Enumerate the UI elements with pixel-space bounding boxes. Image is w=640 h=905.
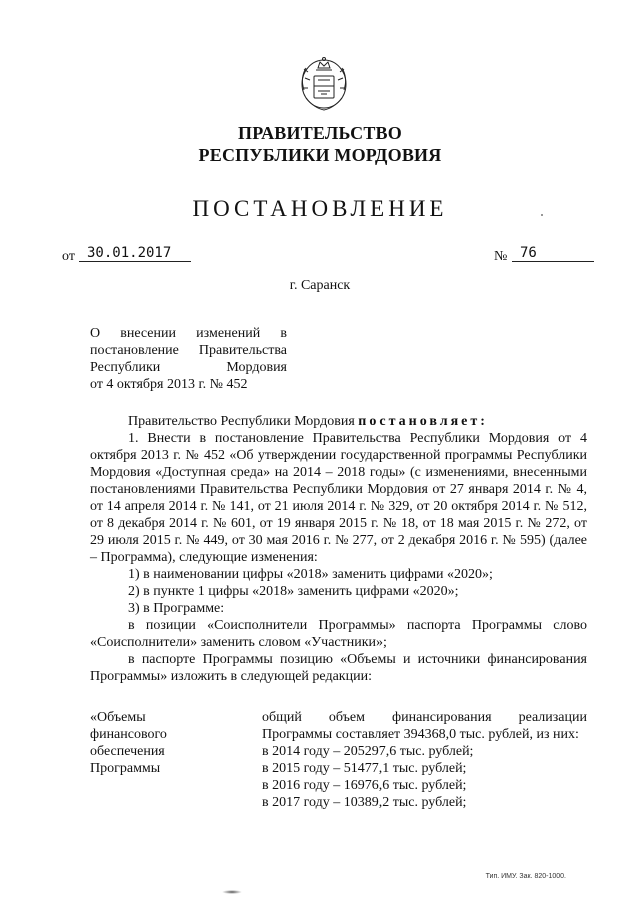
paragraph-1: 1. Внести в постановление Правительства Республики Мордовия от 4 октября 2013 г. № 452 «Об утверждении государственной программы Республики Мордовия «Доступная среда» на 2014 – 2018 годы» (с изменениями, внесенными постановлениями Правительства Республики Мордовия от 27 января 2014 г. № 4, от 14 апреля 2014 г. № 141, от 21 июля 2014 г. № 329, от 20 октября 2014 г. № 512, от 8 декабря 2014 г. № 601, от 19 января 2015 г. № 18, от 18 мая 2015 г. № 272, от 29 июля 2015 г. № 449, от 30 мая 2016 г. № 277, от 2 декабря 2016 г. № 595) (далее – Программа), следующие изменения: (90, 431, 587, 565)
scan-smudge (222, 890, 242, 894)
document-body (90, 413, 587, 685)
paragraph-3: в паспорте Программы позицию «Объемы и источники финансирования Программы» изложить в следующей редакции: (90, 652, 587, 684)
intro-text: Правительство Республики Мордовия (128, 414, 359, 429)
table-right-cell (262, 709, 587, 811)
print-info: Тип. ИМУ. Зак. 820-1000. (485, 873, 566, 880)
intro-paragraph (90, 413, 587, 430)
left-cell-line: обеспечения (90, 744, 165, 759)
document-type-title: ПОСТАНОВЛЕНИЕ (192, 196, 448, 221)
subject-line: постановление Правительства (90, 343, 287, 358)
government-name-line2: РЕСПУБЛИКИ МОРДОВИЯ (198, 145, 442, 165)
subject-line: от 4 октября 2013 г. № 452 (90, 377, 248, 392)
left-cell-line: «Объемы (90, 710, 146, 725)
document-date: 30.01.2017 (79, 245, 191, 262)
financing-year-2017: в 2017 году – 10389,2 тыс. рублей; (262, 795, 467, 810)
financing-year-2015: в 2015 году – 51477,1 тыс. рублей; (262, 761, 467, 776)
coat-of-arms-emblem (294, 50, 354, 114)
intro-emphasis: постановляет: (358, 414, 488, 429)
financing-year-2014: в 2014 году – 205297,6 тыс. рублей; (262, 744, 474, 759)
financing-total: общий объем финансирования реализации Программы составляет 394368,0 тыс. рублей, из них: (262, 710, 587, 742)
city: г. Саранск (289, 278, 351, 293)
left-cell-line: Программы (90, 761, 161, 776)
list-item-2: 2) в пункте 1 цифры «2018» заменить цифрами «2020»; (128, 584, 459, 599)
number-label: № (494, 249, 508, 264)
scan-speck (541, 214, 543, 216)
government-name-line1: ПРАВИТЕЛЬСТВО (238, 123, 402, 143)
financing-year-2016: в 2016 году – 16976,6 тыс. рублей; (262, 778, 467, 793)
left-cell-line: финансового (90, 727, 167, 742)
paragraph-2: в позиции «Соисполнители Программы» паспорта Программы слово «Соисполнители» заменить словом «Участники»; (90, 618, 587, 650)
subject-line: О внесении изменений в (90, 326, 287, 341)
subject-line: Республики Мордовия (90, 360, 287, 375)
table-left-cell (90, 709, 250, 777)
document-subject (90, 325, 287, 393)
list-item-1: 1) в наименовании цифры «2018» заменить цифрами «2020»; (128, 567, 493, 582)
list-item-3: 3) в Программе: (128, 601, 225, 616)
date-label: от (62, 249, 75, 264)
document-number: 76 (512, 245, 594, 262)
